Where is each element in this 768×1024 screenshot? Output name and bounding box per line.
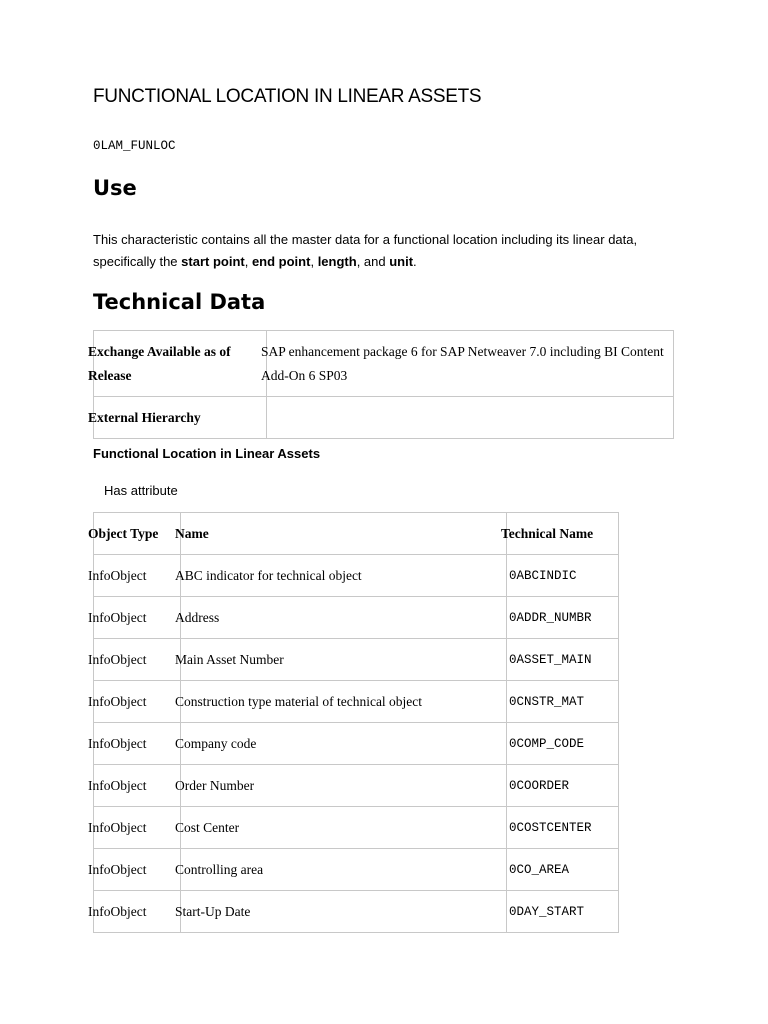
name-cell: Main Asset Number	[181, 639, 507, 681]
table-row	[94, 765, 619, 807]
technical-name-cell: 0DAY_START	[507, 891, 619, 933]
name-cell: Address	[181, 597, 507, 639]
name-cell: Start-Up Date	[181, 891, 507, 933]
object-type-cell: InfoObject	[94, 807, 181, 849]
table-header-row	[94, 513, 619, 555]
table-row	[94, 597, 619, 639]
name-cell: ABC indicator for technical object	[181, 555, 507, 597]
technical-name-cell: 0COSTCENTER	[507, 807, 619, 849]
technical-name-cell: 0CNSTR_MAT	[507, 681, 619, 723]
use-heading: Use	[93, 176, 137, 200]
name-cell: Construction type material of technical object	[181, 681, 507, 723]
table-row	[94, 681, 619, 723]
technical-data-heading: Technical Data	[93, 290, 266, 314]
column-header: Name	[181, 513, 507, 555]
name-cell: Company code	[181, 723, 507, 765]
object-type-cell: InfoObject	[94, 891, 181, 933]
object-type-cell: InfoObject	[94, 723, 181, 765]
object-type-cell: InfoObject	[94, 639, 181, 681]
table-row	[94, 891, 619, 933]
object-type-cell: InfoObject	[94, 597, 181, 639]
page-title: FUNCTIONAL LOCATION IN LINEAR ASSETS	[93, 86, 482, 107]
technical-name-cell: 0COORDER	[507, 765, 619, 807]
technical-data-row	[94, 397, 674, 439]
attributes-table	[88, 512, 619, 933]
technical-data-row	[94, 331, 674, 397]
technical-name-cell: 0COMP_CODE	[507, 723, 619, 765]
technical-name-cell: 0ASSET_MAIN	[507, 639, 619, 681]
technical-data-value	[267, 397, 674, 439]
name-cell: Controlling area	[181, 849, 507, 891]
sub-heading: Functional Location in Linear Assets	[93, 446, 321, 461]
technical-name-cell: 0ADDR_NUMBR	[507, 597, 619, 639]
table-row	[94, 639, 619, 681]
table-row	[94, 723, 619, 765]
table-row	[94, 849, 619, 891]
use-paragraph: This characteristic contains all the master data for a functional location including its linear data, specifically the start point, end point, length, and unit.	[93, 232, 638, 269]
technical-name-cell: 0ABCINDIC	[507, 555, 619, 597]
object-type-cell: InfoObject	[94, 849, 181, 891]
object-type-cell: InfoObject	[94, 681, 181, 723]
object-type-cell: InfoObject	[94, 765, 181, 807]
has-attribute-label: Has attribute	[104, 483, 178, 498]
column-header: Technical Name	[507, 513, 619, 555]
technical-id: 0LAM_FUNLOC	[93, 139, 176, 153]
object-type-cell: InfoObject	[94, 555, 181, 597]
technical-data-key: Exchange Available as of Release	[94, 331, 267, 397]
technical-data-table	[88, 330, 674, 439]
column-header: Object Type	[94, 513, 181, 555]
name-cell: Order Number	[181, 765, 507, 807]
name-cell: Cost Center	[181, 807, 507, 849]
technical-name-cell: 0CO_AREA	[507, 849, 619, 891]
technical-data-key: External Hierarchy	[94, 397, 267, 439]
technical-data-value: SAP enhancement package 6 for SAP Netweaver 7.0 including BI Content Add-On 6 SP03	[267, 331, 674, 397]
table-row	[94, 555, 619, 597]
table-row	[94, 807, 619, 849]
